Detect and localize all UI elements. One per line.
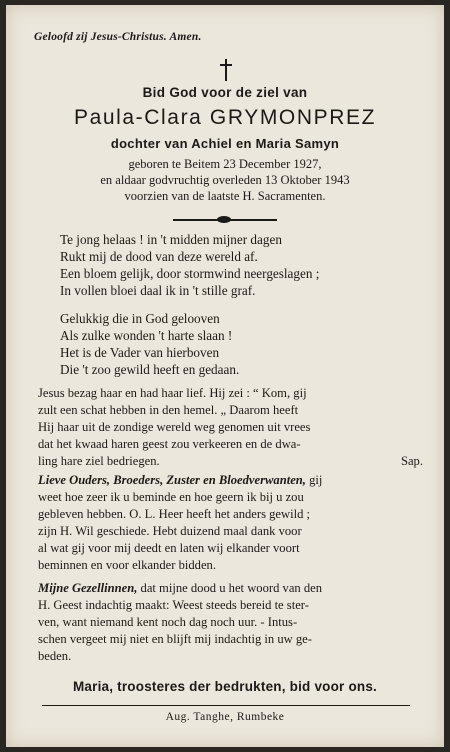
family-paragraph bbox=[38, 472, 423, 574]
text-line: H. Geest indachtig maakt: Weest steeds bereid te ster- bbox=[38, 598, 309, 612]
lead-tail: gij bbox=[305, 473, 323, 487]
text-line: zult een schat hebben in den hemel. „ Daarom heeft bbox=[38, 403, 299, 417]
poem-line: In vollen bloei daal ik in 't stille graf. bbox=[60, 283, 256, 298]
friends-address: Mijne Gezellinnen, bbox=[38, 581, 138, 595]
closing-prayer: Maria, troosteres der bedrukten, bid voor ons. bbox=[72, 679, 377, 694]
family-address: Lieve Ouders, Broeders, Zuster en Bloedverwanten, bbox=[38, 473, 306, 487]
poem-line: Rukt mij de dood van deze wereld af. bbox=[60, 249, 258, 264]
death-line: en aldaar godvruchtig overleden 13 Oktober 1943 bbox=[100, 173, 350, 187]
text-line-lead bbox=[38, 580, 423, 597]
text-line: Hij haar uit de zondige wereld weg genomen uit vrees bbox=[38, 420, 311, 434]
birth-line: geboren te Beitem 23 December 1927, bbox=[128, 157, 322, 171]
text-line: al wat gij voor mij deedt en laten wij elkander voort bbox=[38, 541, 300, 555]
text-line: ling hare ziel bedriegen. bbox=[38, 454, 160, 468]
divider-ornament bbox=[217, 216, 231, 223]
text-line: dat het kwaad haren geest zou verkeeren en de dwa- bbox=[38, 437, 301, 451]
poem-stanza-2 bbox=[60, 310, 239, 378]
sacraments-line: voorzien van de laatste H. Sacramenten. bbox=[124, 189, 326, 203]
text-line: weet hoe zeer ik u beminde en hoe geern ik bij u zou bbox=[38, 490, 304, 504]
text-line: gebleven hebben. O. L. Heer heeft het anders gewild ; bbox=[38, 507, 311, 521]
lead-tail: dat mijne dood u het woord van den bbox=[137, 581, 323, 595]
text-line-lead bbox=[38, 472, 423, 489]
poem-line: Het is de Vader van hierboven bbox=[60, 345, 220, 360]
poem-stanza-1 bbox=[60, 231, 319, 299]
printer-credit: Aug. Tanghe, Rumbeke bbox=[165, 711, 285, 723]
poem-line: Als zulke wonden 't harte slaan ! bbox=[60, 328, 233, 343]
poem-line: Die 't zoo gewild heeft en gedaan. bbox=[60, 362, 240, 377]
poem-line: Een bloem gelijk, door stormwind neergeslagen ; bbox=[60, 266, 320, 281]
text-line: schen vergeet mij niet en blijft mij indachtig in uw ge- bbox=[38, 632, 312, 646]
text-line: Jesus bezag haar en had haar lief. Hij zei : “ Kom, gij bbox=[38, 386, 307, 400]
parents-line: dochter van Achiel en Maria Samyn bbox=[110, 136, 340, 151]
text-line-with-source bbox=[38, 453, 423, 470]
poem-line: Te jong helaas ! in 't midden mijner dagen bbox=[60, 232, 282, 247]
invocation: Bid God voor de ziel van bbox=[142, 85, 308, 100]
text-line: zijn H. Wil geschiede. Hebt duizend maal dank voor bbox=[38, 524, 302, 538]
deceased-name: Paula-Clara GRYMONPREZ bbox=[73, 106, 377, 129]
scripture-paragraph bbox=[38, 385, 423, 470]
friends-paragraph bbox=[38, 580, 423, 665]
scripture-source: Sap. bbox=[400, 454, 423, 468]
text-line: ven, want niemand kent noch dag noch uur. - Intus- bbox=[38, 615, 298, 629]
cross-icon bbox=[220, 59, 232, 81]
text-line: beden. bbox=[38, 649, 72, 663]
text-line: beminnen en voor elkander bidden. bbox=[38, 558, 217, 572]
poem-line: Gelukkig die in God gelooven bbox=[60, 311, 220, 326]
header-prayer: Geloofd zij Jesus-Christus. Amen. bbox=[34, 31, 202, 43]
memorial-card bbox=[6, 5, 444, 747]
footer-rule bbox=[42, 705, 410, 706]
